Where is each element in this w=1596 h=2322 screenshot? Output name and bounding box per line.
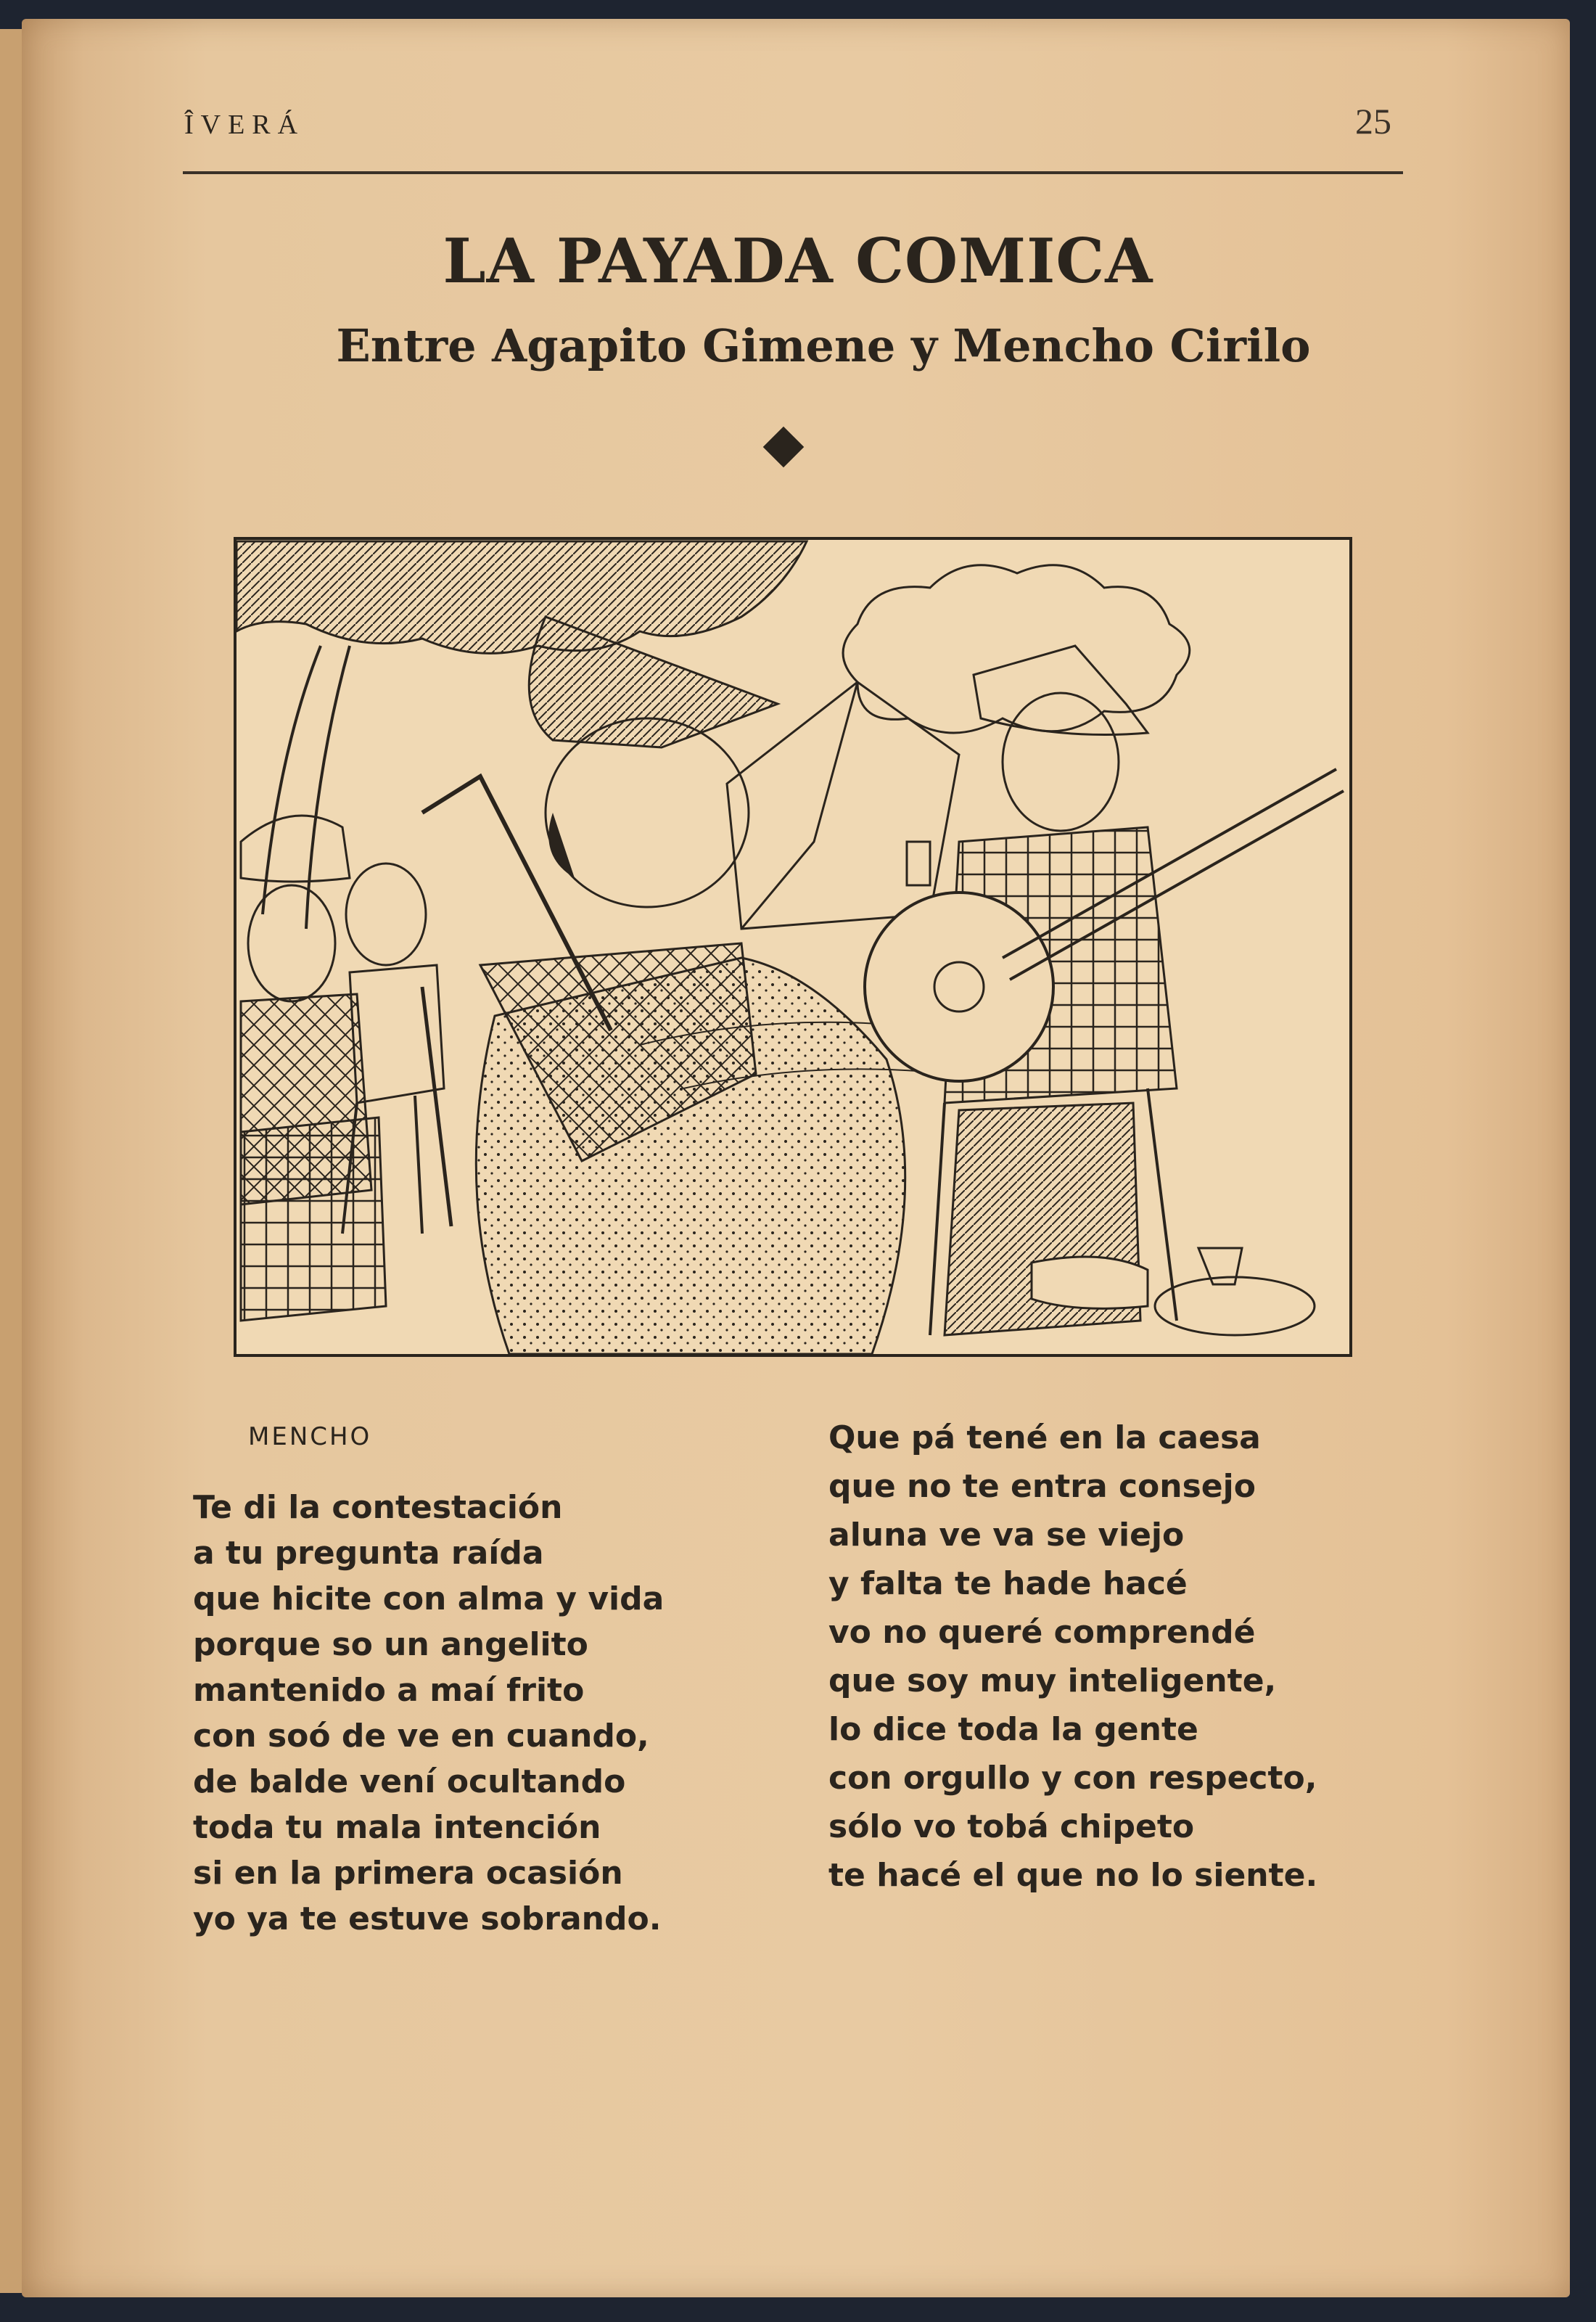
page-title: LA PAYADA COMICA <box>443 225 1153 297</box>
verse-line: aluna ve va se viejo <box>828 1517 1185 1554</box>
verse-line: Que pá tené en la caesa <box>828 1419 1261 1456</box>
verse-line: de balde vení ocultando <box>193 1763 626 1800</box>
verse-line: a tu pregunta raída <box>193 1535 544 1572</box>
verse-line: que soy muy inteligente, <box>828 1662 1277 1699</box>
verse-line: Te di la contestación <box>193 1489 563 1526</box>
player-guitar-body <box>865 893 1053 1081</box>
verse-line: te hacé el que no lo siente. <box>828 1857 1318 1894</box>
verse-line: lo dice toda la gente <box>828 1711 1198 1748</box>
verse-line: con orgullo y con respecto, <box>828 1760 1317 1797</box>
verse-line: si en la primera ocasión <box>193 1855 623 1892</box>
payada-illustration <box>234 537 1352 1357</box>
verse-line: mantenido a maí frito <box>193 1672 585 1709</box>
verse-line: toda tu mala intención <box>193 1809 601 1846</box>
verse-column-left <box>193 1485 664 1942</box>
verse-line: que no te entra consejo <box>828 1468 1256 1505</box>
central-shirt <box>476 958 905 1354</box>
page-number: 25 <box>1355 101 1391 141</box>
running-head: ÎVERÁ <box>184 110 305 140</box>
header-rule <box>183 171 1403 174</box>
verse-line: con soó de ve en cuando, <box>193 1718 649 1755</box>
verse-line: vo no queré comprendé <box>828 1614 1256 1651</box>
page-subtitle: Entre Agapito Gimene y Mencho Cirilo <box>336 319 1311 372</box>
verse-line: yo ya te estuve sobrando. <box>193 1900 662 1937</box>
verse-line: sólo vo tobá chipeto <box>828 1808 1195 1845</box>
verse-column-right <box>828 1414 1317 1900</box>
speaker-label: MENCHO <box>248 1422 372 1451</box>
player-boot <box>1032 1257 1148 1308</box>
verse-line: porque so un angelito <box>193 1626 588 1663</box>
illustration-drawing <box>234 537 1352 1357</box>
verse-line: que hicite con alma y vida <box>193 1580 665 1617</box>
verse-line: y falta te hade hacé <box>828 1565 1188 1602</box>
